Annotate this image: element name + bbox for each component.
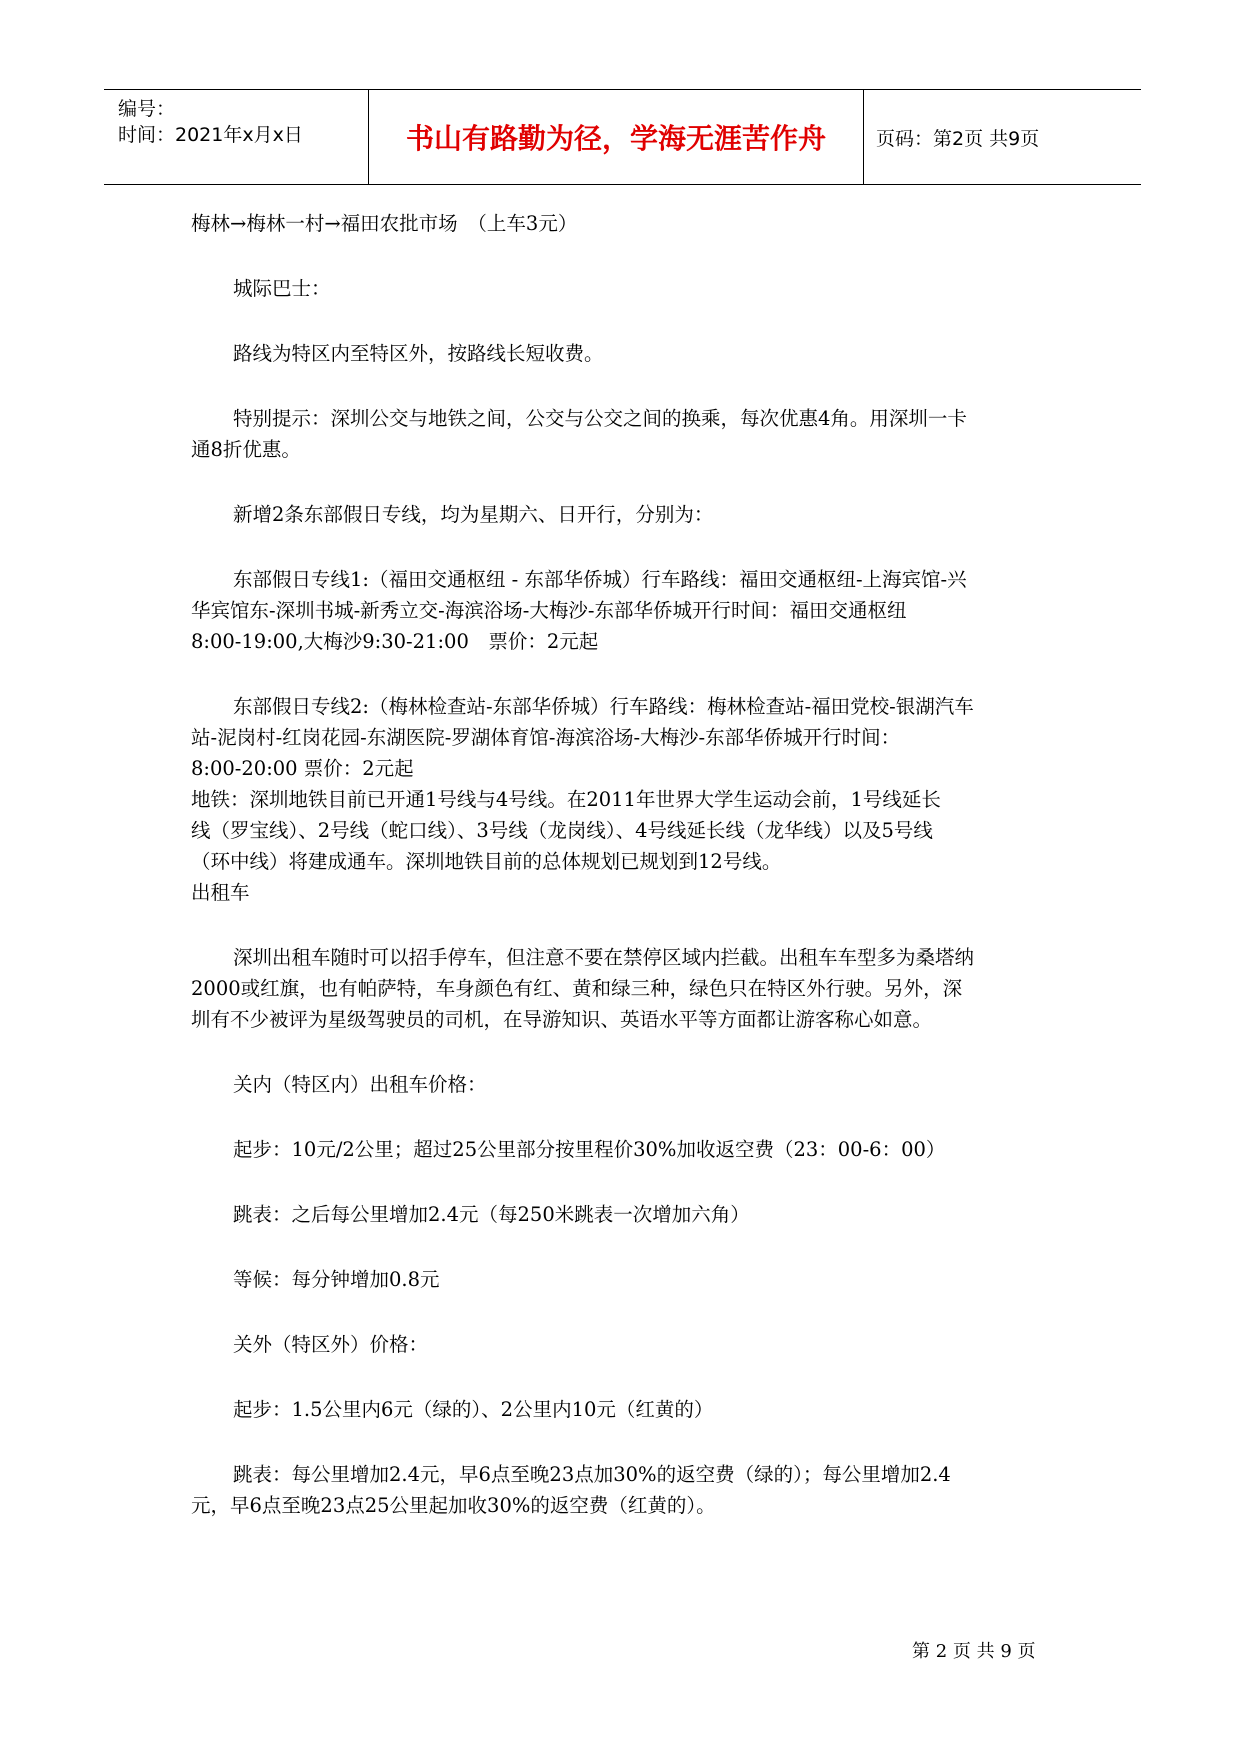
metro-text-3: （环中线）将建成通车。深圳地铁目前的总体规划已规划到12号线。: [191, 850, 782, 873]
taxi-heading: 出租车: [191, 881, 250, 904]
outer-meter-fare-1: 跳表：每公里增加2.4元，早6点至晚23点加30%的返空费（绿的）；每公里增加2.4: [233, 1463, 951, 1486]
header-motto: 书山有路勤为径，学海无涯苦作舟: [405, 122, 826, 155]
transfer-tip-line-1: 特别提示：深圳公交与地铁之间，公交与公交之间的换乘，每次优惠4角。用深圳一卡: [233, 407, 967, 430]
outer-meter-fare-2: 元，早6点至晚23点25公里起加收30%的返空费（红黄的）。: [191, 1494, 716, 1517]
holiday-line-2-text-1: 东部假日专线2:（梅林检查站-东部华侨城）行车路线：梅林检查站-福田党校-银湖汽车: [233, 695, 974, 718]
holiday-line-1-text-2: 华宾馆东-深圳书城-新秀立交-海滨浴场-大梅沙-东部华侨城开行时间：福田交通枢纽: [191, 599, 907, 622]
outer-taxi-price-heading: 关外（特区外）价格：: [233, 1333, 429, 1356]
document-time-label: 时间：2021年x月x日: [118, 124, 303, 146]
taxi-intro-text-3: 圳有不少被评为星级驾驶员的司机，在导游知识、英语水平等方面都让游客称心如意。: [191, 1008, 933, 1031]
intercity-bus-route-text: 路线为特区内至特区外，按路线长短收费。: [233, 342, 604, 365]
header-motto-cell: [368, 90, 864, 184]
document-header: [104, 89, 1141, 185]
inner-waiting-fare: 等候：每分钟增加0.8元: [233, 1268, 440, 1291]
holiday-lines-intro: 新增2条东部假日专线，均为星期六、日开行，分别为：: [233, 503, 714, 526]
intercity-bus-heading: 城际巴士：: [233, 277, 331, 300]
bus-route-line: 梅林→梅林一村→福田农批市场 （上车3元）: [191, 212, 578, 235]
holiday-line-1-text-3: 8:00-19:00,大梅沙9:30-21:00 票价：2元起: [191, 630, 599, 653]
header-page-cell: [864, 90, 1141, 184]
taxi-intro-text-1: 深圳出租车随时可以招手停车，但注意不要在禁停区域内拦截。出租车车型多为桑塔纳: [233, 946, 975, 969]
metro-text-2: 线（罗宝线）、2号线（蛇口线）、3号线（龙岗线）、4号线延长线（龙华线）以及5号线: [191, 819, 933, 842]
outer-starting-fare: 起步：1.5公里内6元（绿的）、2公里内10元（红黄的）: [233, 1398, 714, 1421]
header-page-number: 页码：第2页 共9页: [876, 128, 1040, 150]
metro-text-1: 地铁：深圳地铁目前已开通1号线与4号线。在2011年世界大学生运动会前，1号线延长: [191, 788, 941, 811]
taxi-intro-text-2: 2000或红旗，也有帕萨特，车身颜色有红、黄和绿三种，绿色只在特区外行驶。另外，深: [191, 977, 963, 1000]
inner-meter-fare: 跳表：之后每公里增加2.4元（每250米跳表一次增加六角）: [233, 1203, 750, 1226]
header-info-cell: [104, 90, 367, 184]
holiday-line-1-text-1: 东部假日专线1:（福田交通枢纽 - 东部华侨城）行车路线：福田交通枢纽-上海宾馆-兴: [233, 568, 967, 591]
footer-page-number: 第 2 页 共 9 页: [912, 1641, 1036, 1662]
holiday-line-2-text-2: 站-泥岗村-红岗花园-东湖医院-罗湖体育馆-海滨浴场-大梅沙-东部华侨城开行时间：: [191, 726, 901, 749]
transfer-tip-line-2: 通8折优惠。: [191, 438, 301, 461]
inner-taxi-price-heading: 关内（特区内）出租车价格：: [233, 1073, 487, 1096]
document-number-label: 编号：: [118, 98, 176, 120]
inner-starting-fare: 起步：10元/2公里；超过25公里部分按里程价30%加收返空费（23：00-6：00）: [233, 1138, 946, 1161]
holiday-line-2-text-3: 8:00-20:00 票价：2元起: [191, 757, 414, 780]
